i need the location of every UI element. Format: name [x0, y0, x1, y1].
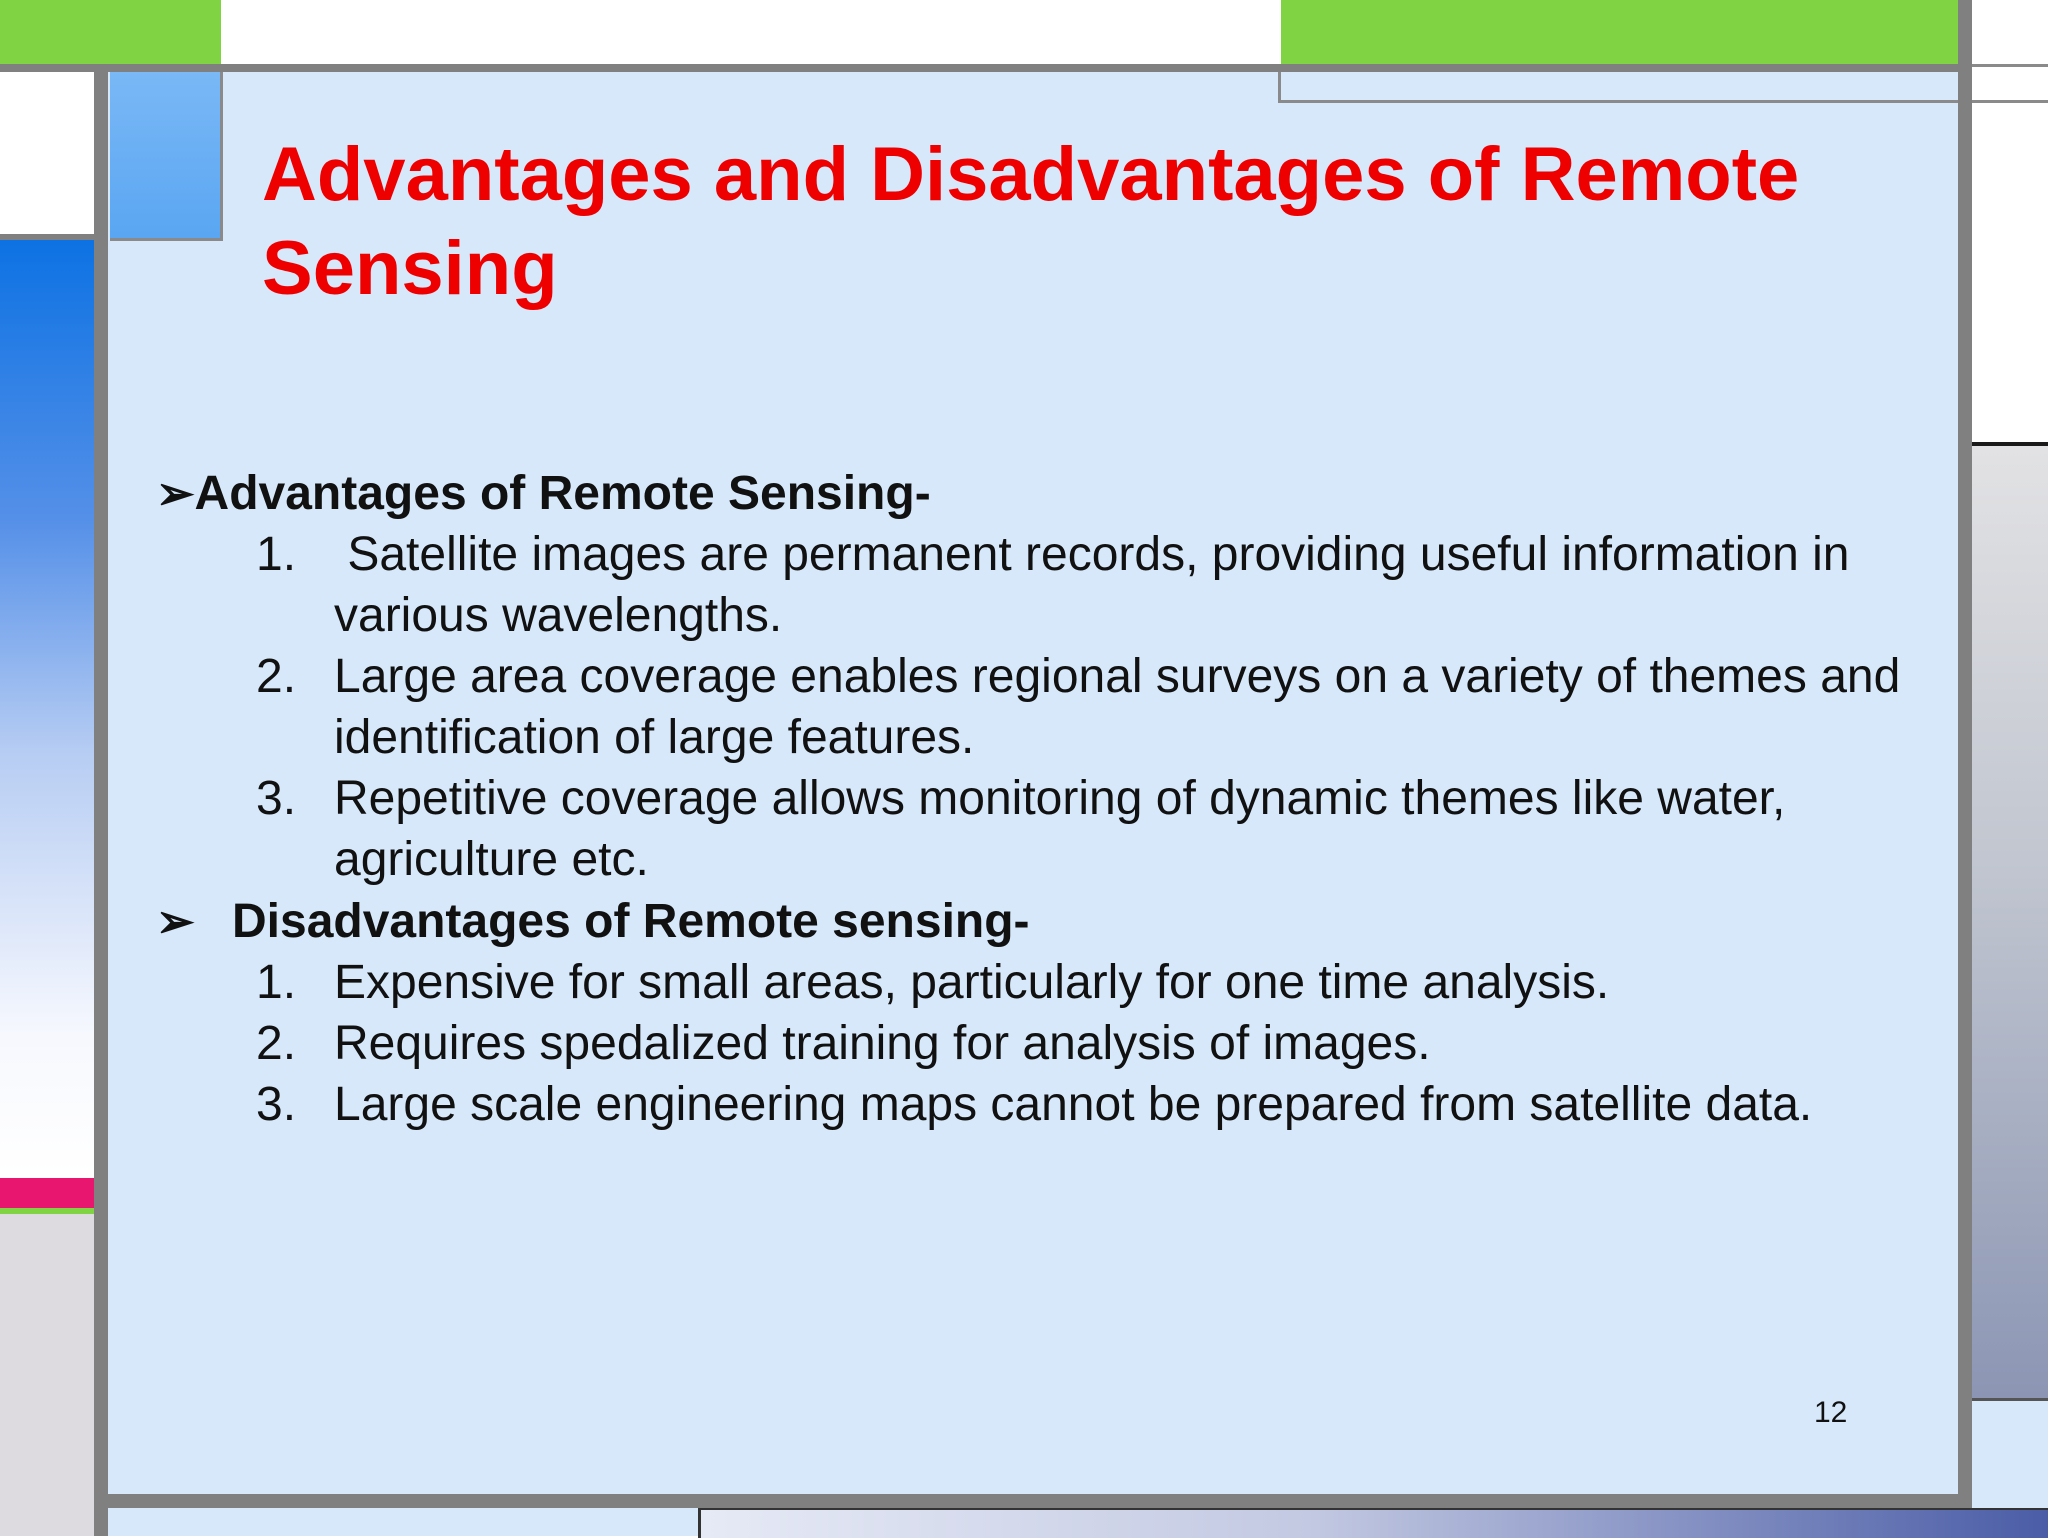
arrow-bullet-icon: ➢	[156, 895, 195, 947]
right-grey-gradient-band	[1972, 446, 2048, 1398]
left-frame-bar	[94, 64, 108, 1536]
item-number: 1.	[256, 956, 297, 1009]
advantage-item	[156, 524, 1936, 646]
advantage-item	[156, 768, 1936, 890]
disadvantage-item	[156, 1013, 1936, 1074]
item-number: 3.	[256, 1078, 297, 1131]
disadvantage-item	[156, 1074, 1936, 1135]
left-blue-gradient-band	[0, 240, 94, 1175]
item-text: Expensive for small areas, particularly for one time analysis.	[334, 956, 1610, 1009]
item-text: Large area coverage enables regional surveys on a variety of themes and identification of large features.	[334, 650, 1901, 764]
slide-title: Advantages and Disadvantages of Remote Sensing	[262, 132, 1800, 311]
page-number: 12	[1814, 1396, 1848, 1429]
disadvantage-item	[156, 952, 1936, 1013]
advantages-heading	[156, 462, 1936, 524]
item-number: 2.	[256, 1017, 297, 1070]
advantage-item	[156, 646, 1936, 768]
item-number: 1.	[256, 528, 297, 581]
item-text: Large scale engineering maps cannot be prepared from satellite data.	[334, 1078, 1813, 1131]
top-left-green-band	[0, 0, 221, 64]
item-text: Repetitive coverage allows monitoring of dynamic themes like water, agriculture etc.	[334, 772, 1786, 886]
left-divider	[0, 234, 94, 240]
disadvantages-heading-text: Disadvantages of Remote sensing-	[232, 895, 1030, 948]
top-right-divider	[1280, 100, 1958, 103]
bottom-strip-left	[108, 1508, 698, 1536]
item-text: Requires spedalized training for analysis of images.	[334, 1017, 1431, 1070]
item-number: 2.	[256, 650, 297, 703]
top-right-green-band	[1281, 0, 1958, 64]
item-text: Satellite images are permanent records, providing useful information in various wavelengths.	[334, 528, 1863, 642]
arrow-bullet-icon: ➢	[156, 467, 195, 519]
advantages-heading-text: Advantages of Remote Sensing-	[194, 467, 931, 520]
left-pink-accent	[0, 1178, 94, 1208]
left-grey-block	[0, 1214, 94, 1536]
bottom-gradient-strip	[698, 1508, 2048, 1538]
right-divider-lower	[1972, 100, 2048, 103]
title-blue-block	[110, 72, 223, 241]
item-number: 3.	[256, 772, 297, 825]
bottom-frame-bar	[94, 1494, 1972, 1508]
slide-body	[156, 462, 1936, 1135]
right-divider-upper	[1972, 64, 2048, 67]
top-frame-line	[0, 64, 1960, 72]
disadvantages-heading	[156, 890, 1936, 952]
right-frame-bar	[1958, 0, 1972, 1496]
